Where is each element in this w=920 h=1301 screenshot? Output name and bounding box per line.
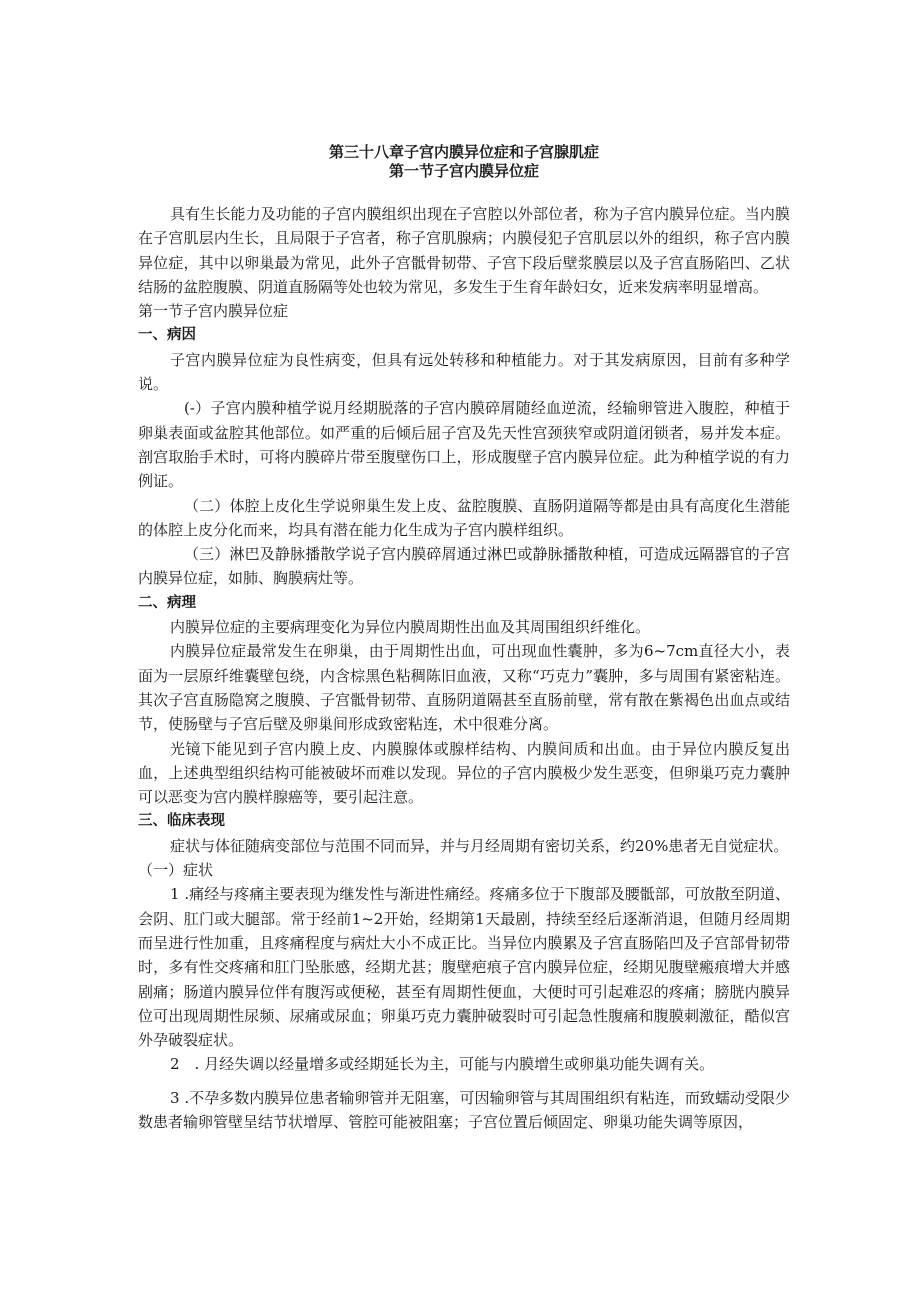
heading-pathology: 二、病理 [138,594,196,611]
symptom-2-paragraph: 2 . 月经失调以经量增多或经期延长为主，可能与内膜增生或卵巢功能失调有关。 [170,1055,715,1074]
symptom-3-paragraph: 3 .不孕多数内膜异位患者输卵管并无阻塞，可因输卵管与其周围组织有粘连，而致蠕动受限少数患者输卵管壁呈结节状增厚、管腔可能被阻塞；子宫位置后倾固定、卵巢功能失调等原因， [138,1088,790,1131]
section-title-repeat: 第一节子宫内膜异位症 [138,302,289,321]
cause-theory-2: （二）体腔上皮化生学说卵巢生发上皮、盆腔腹膜、直肠阴道隔等都是由具有高度化生潜能的体腔上皮分化而来，均具有潜在能力化生成为子宫内膜样组织。 [138,496,790,539]
cause-theory-3: （三）淋巴及静脉播散学说子宫内膜碎屑通过淋巴或静脉播散种植，可造成远隔器官的子宫内膜异位症，如肺、胸膜病灶等。 [138,545,790,588]
chapter-title: 第三十八章子宫内膜异位症和子宫腺肌症 [328,143,599,161]
pathology-paragraph-1: 内膜异位症的主要病理变化为异位内膜周期性出血及其周围组织纤维化。 [170,618,651,637]
section-title: 第一节子宫内膜异位症 [388,162,539,180]
pathology-paragraph-3: 光镜下能见到子宫内膜上皮、内膜腺体或腺样结构、内膜间质和出血。由于异位内膜反复出血，上述典型组织结构可能被破坏而难以发现。异位的子宫内膜极少发生恶变，但卵巢巧克力囊肿可以恶变为宫内膜样腺癌等，要引起注意。 [138,739,790,807]
cause-theory-1: (-）子宫内膜种植学说月经期脱落的子宫内膜碎屑随经血逆流，经输卵管进入腹腔，种植于卵巢表面或盆腔其他部位。如严重的后倾后屈子宫及先天性宫颈狭窄或阴道闭锁者，易并发本症。剖宫取胎手术时，可将内膜碎片带至腹壁伤口上，形成腹壁子宫内膜异位症。此为种植学说的有力例证。 [138,399,790,491]
heading-clinical: 三、临床表现 [138,813,225,830]
pathology-paragraph-2: 内膜异位症最常发生在卵巢，由于周期性出血，可出现血性囊肿，多为6~7cm直径大小，表面为一层原纤维囊壁包绕，内含棕黑色粘稠陈旧血液，又称“巧克力”囊肿，多与周围有紧密粘连。其次子宫直肠隐窝之腹膜、子宫骶骨韧带、直肠阴道隔甚至直肠前壁，常有散在紫褐色出血点或结节，使肠壁与子宫后壁及卵巢间形成致密粘连，术中很难分离。 [138,642,790,734]
intro-paragraph: 具有生长能力及功能的子宫内膜组织出现在子宫腔以外部位者，称为子宫内膜异位症。当内膜在子宫肌层内生长，且局限于子宫者，称子宫肌腺病；内膜侵犯子宫肌层以外的组织，称子宫内膜异位症，其中以卵巢最为常见，此外子宫骶骨韧带、子宫下段后壁浆膜层以及子宫直肠陷凹、乙状结肠的盆腔腹膜、阴道直肠隔等处也较为常见，多发生于生育年龄妇女，近来发病率明显增高。 [138,205,790,296]
symptom-1-paragraph: 1 .痛经与疼痛主要表现为继发性与渐进性痛经。疼痛多位于下腹部及腰骶部，可放散至阴道、会阴、肛门或大腿部。常于经前1~2开始，经期第1天最剧，持续至经后逐渐消退，但随月经周期而呈进行性加重，且疼痛程度与病灶大小不成正比。当异位内膜累及子宫直肠陷凹及子宫部骨韧带时，多有性交疼痛和肛门坠胀感，经期尤甚；腹壁疤痕子宫内膜异位症，经期见腹壁瘢痕增大并感剧痛；肠道内膜异位伴有腹泻或便秘，甚至有周期性便血，大便时可引起难忍的疼痛；膀胱内膜异位可出现周期性尿频、尿痛或尿血；卵巢巧克力囊肿破裂时可引起急性腹痛和腹膜刺激征，酷似宫外孕破裂症状。 [138,885,790,1050]
heading-symptoms: （一）症状 [138,861,214,880]
clinical-intro-paragraph: 症状与体征随病变部位与范围不同而异，并与月经周期有密切关系，约20%患者无自觉症状。 [170,836,789,855]
heading-cause: 一、病因 [138,327,196,344]
cause-intro-paragraph: 子宫内膜异位症为良性病变，但具有远处转移和种植能力。对于其发病原因，目前有多种学说。 [138,350,790,394]
